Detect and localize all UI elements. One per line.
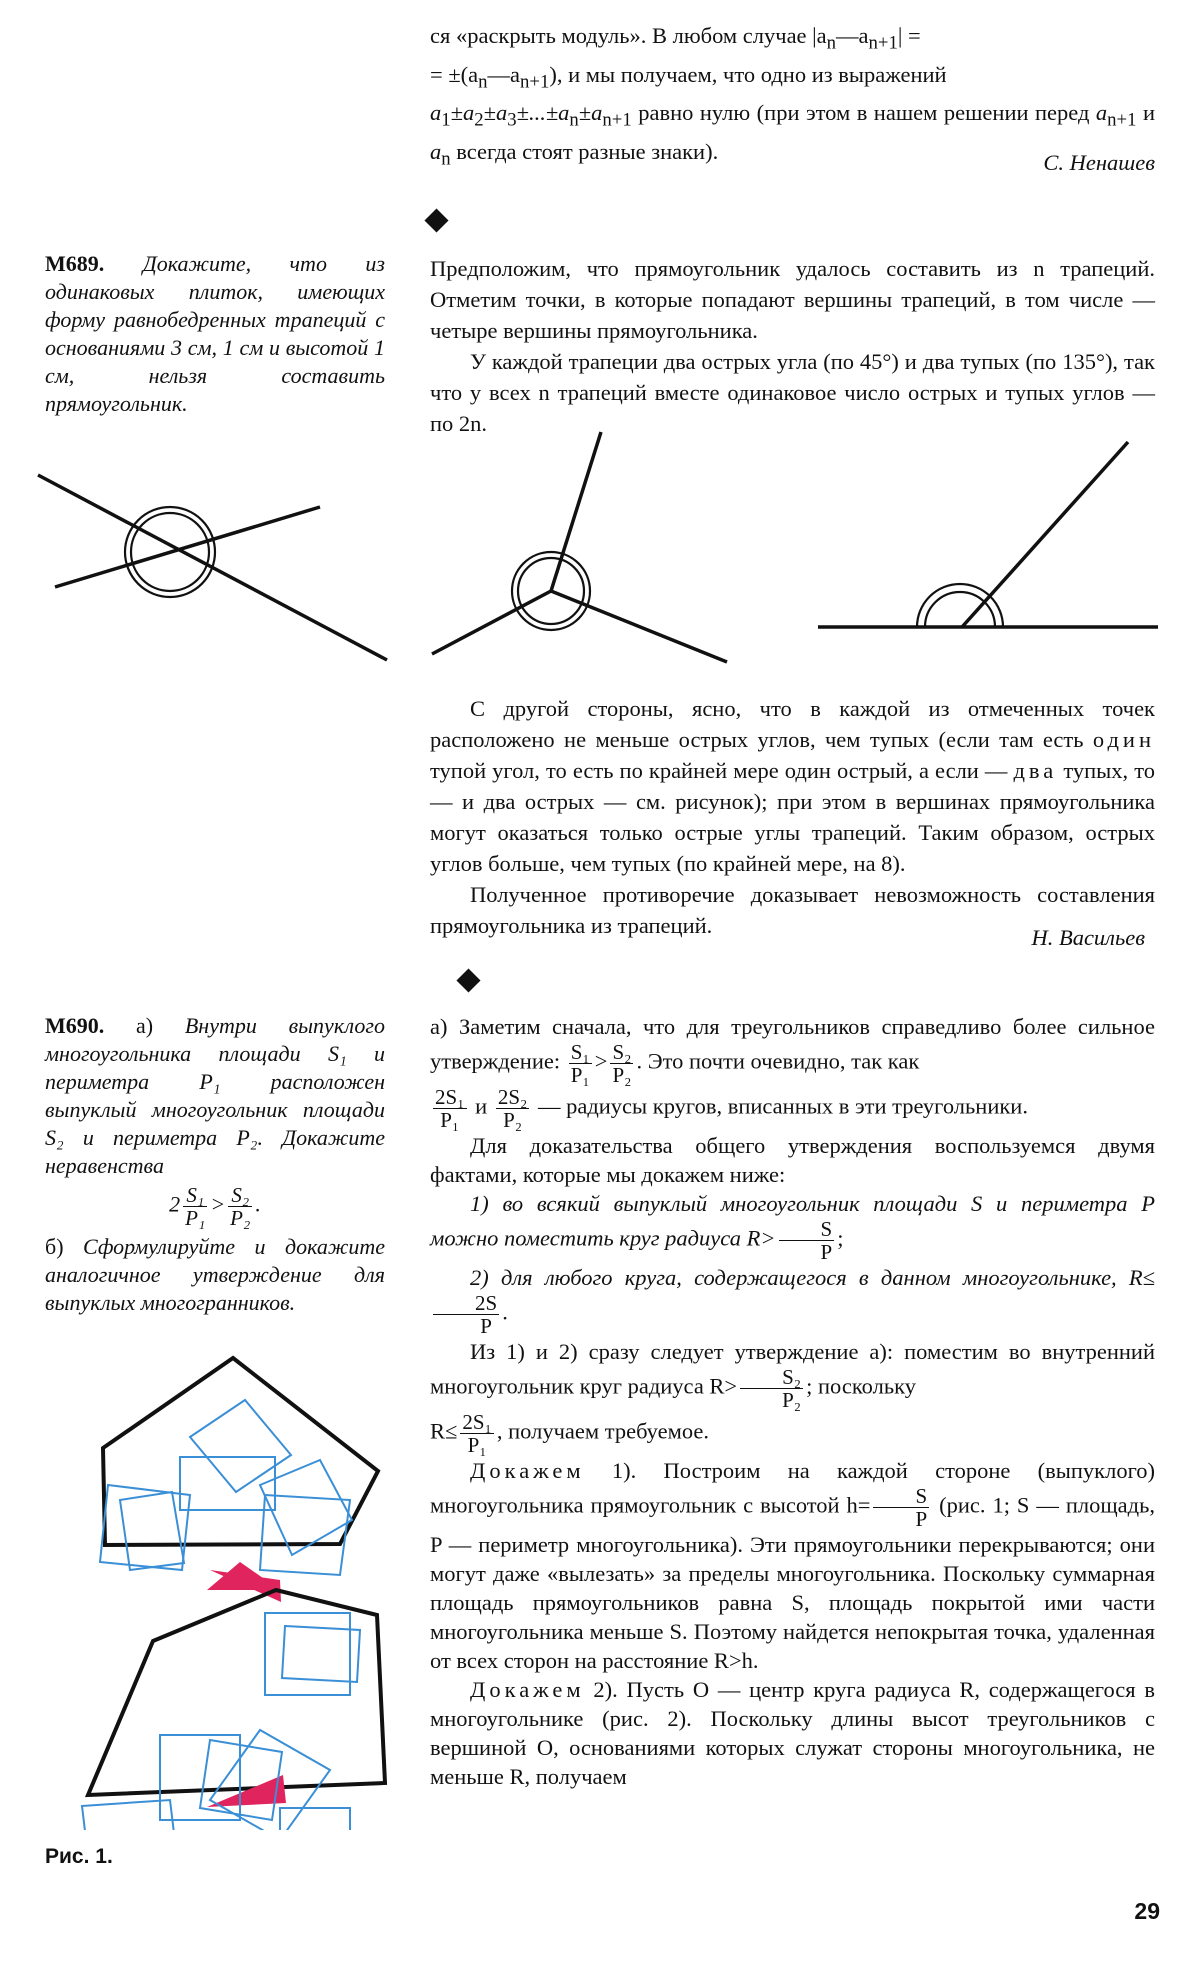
m689-solution-bottom <box>430 693 1155 941</box>
m690-solution <box>430 1012 1155 1791</box>
figure-1-lower <box>82 1590 385 1830</box>
m690-fact-1: 1) во всякий выпуклый многоугольник площади S и периметра P можно поместить круг радиуса R> $\frac{S}{P}$ ; <box>430 1191 1155 1264</box>
diagram-crossing-lines <box>38 475 387 660</box>
top-line-1: ся «раскрыть модуль». В любом случае $|a_n—a_{n+1}|$ = <box>430 23 921 54</box>
figure-1-upper <box>100 1358 378 1602</box>
angle-diagrams <box>0 420 1200 680</box>
m690-a-text: Внутри выпуклого многоугольника площади S₁ и периметра P₁ расположен выпуклый многоугольник площади S₂ и периметра P₂. Докажите неравенства <box>45 1013 385 1178</box>
m689-p3: С другой стороны, ясно, что в каждой из отмеченных точек расположено не меньше острых углов, чем тупых (если там есть один тупой угол, то есть по крайней мере один острый, а если — два тупых, то — и два острых — см. рисунок); при этом в вершинах прямоугольника могут оказаться только острые углы трапеций. Таким образом, острых углов больше, чем тупых (по крайней мере, на 8). <box>430 696 1155 876</box>
top-line-2: = $\pm(a_n—a_{n+1})$, и мы получаем, что одно из выражений <box>430 61 947 92</box>
figure-1-caption: Рис. 1. <box>45 1845 113 1868</box>
m690-s4: Из 1) и 2) сразу следует утверждение а): поместим во внутренний многоугольник круг радиуса R> $\frac{\text{S₂}}{\text{P₂}}$ ; поскольку <box>430 1339 1155 1412</box>
m690-s7: Докажем 2). Пусть O — центр круга радиуса R, содержащегося в многоугольнике (рис. 2). Поскольку длины высот треугольников с вершиной O, основаниями которых служат стороны многоугольника, не меньше R, получаем <box>430 1677 1155 1789</box>
m689-p1: Предположим, что прямоугольник удалось составить из n трапеций. Отметим точки, в которые попадают вершины трапеций, в том числе — четыре вершины прямоугольника. <box>430 256 1155 343</box>
diagram-straight-angle <box>818 442 1158 627</box>
m690-inequality: 2 $\frac{\text{S₁}}{\text{P₁}}$ > $\frac{\text{S₂}}{\text{P₂}}$ . <box>169 1183 261 1230</box>
diagram-three-rays <box>432 432 727 662</box>
page-number: 29 <box>1134 1898 1160 1924</box>
top-line-3: $a_1\pm a_2\pm a_3\pm...\pm a_n\pm a_{n+1}$ равно нулю (при этом в нашем решении перед $a_{n+1}$ и $a_n$ всегда стоят разные знаки). <box>430 100 1156 169</box>
m690-b-text: Сформулируйте и докажите аналогичное утверждение для выпуклых многогранников. <box>45 1234 386 1315</box>
m690-s5: R≤ $\frac{\text{2S₁}}{\text{P₁}}$ , получаем требуемое. <box>430 1410 709 1457</box>
m689-p4: Полученное противоречие доказывает невозможность составления прямоугольника из трапеций. <box>430 882 1155 938</box>
m689-label: М689. <box>45 251 105 276</box>
m690-s1: а) Заметим сначала, что для треугольников справедливо более сильное утверждение: $\frac{\text{S₁}}{\text{P₁}}$ > $\frac{\text{S₂}}{\text{P₂}}$ . Это почти очевидно, так как <box>430 1014 1155 1087</box>
m690-label: М690. <box>45 1013 105 1038</box>
m690-statement: М690. а) Внутри выпуклого многоугольника площади S₁ и периметра P₁ расположен выпуклый многоугольник площади S₂ и периметра P₂. Докажите неравенства 2 $\frac{\text{S₁}}{\text{P₁}}$ > $\frac{\text{S₂}}{\text{P₂}}$ . б) Сформулируйте и докажите аналогичное утверждение для выпуклых многогранников. <box>45 1013 386 1315</box>
m690-s3: Для доказательства общего утверждения воспользуемся двумя фактами, которые мы докажем ниже: <box>430 1133 1155 1187</box>
signature-nenashev: С. Ненашев <box>1043 150 1155 175</box>
m689-solution-top <box>430 253 1155 439</box>
signature-vasiliev: Н. Васильев <box>1031 925 1145 950</box>
m690-s6: Докажем 1). Построим на каждой стороне (выпуклого) многоугольника прямоугольник с высотой h= $\frac{S}{P}$ (рис. 1; S — площадь, P — периметр многоугольника). Эти прямоугольники перекрываются; они могут даже «вылезать» за пределы многоугольника. Поскольку суммарная площадь прямоугольников равна S, площадь покрытой ими части многоугольника меньше S. Поэтому найдется непокрытая точка, удаленная от всех сторон на расстояние R>h. <box>430 1458 1155 1673</box>
m689-statement <box>45 250 385 418</box>
m689-p2: У каждой трапеции два острых угла (по 45°) и два тупых (по 135°), так что у всех n трапеций вместе одинаковое число острых и тупых углов — по 2n. <box>430 349 1155 436</box>
section-divider-1 <box>424 208 448 232</box>
m689-text: Докажите, что из одинаковых плиток, имеющих форму равнобедренных трапеций с основаниями 3 см, 1 см и высотой 1 см, нельзя составить прямоугольник. <box>45 251 385 416</box>
m690-fact-2: 2) для любого круга, содержащегося в данном многоугольнике, R≤ $\frac{2S}{P}$ . <box>430 1263 1155 1337</box>
figure-1 <box>60 1350 400 1830</box>
section-divider-2 <box>456 968 480 992</box>
m690-s2: $\frac{\text{2S₁}}{\text{P₁}}$ и $\frac{\text{2S₂}}{\text{P₂}}$ — радиусы кругов, вписанных в эти треугольники. <box>435 1085 1028 1132</box>
